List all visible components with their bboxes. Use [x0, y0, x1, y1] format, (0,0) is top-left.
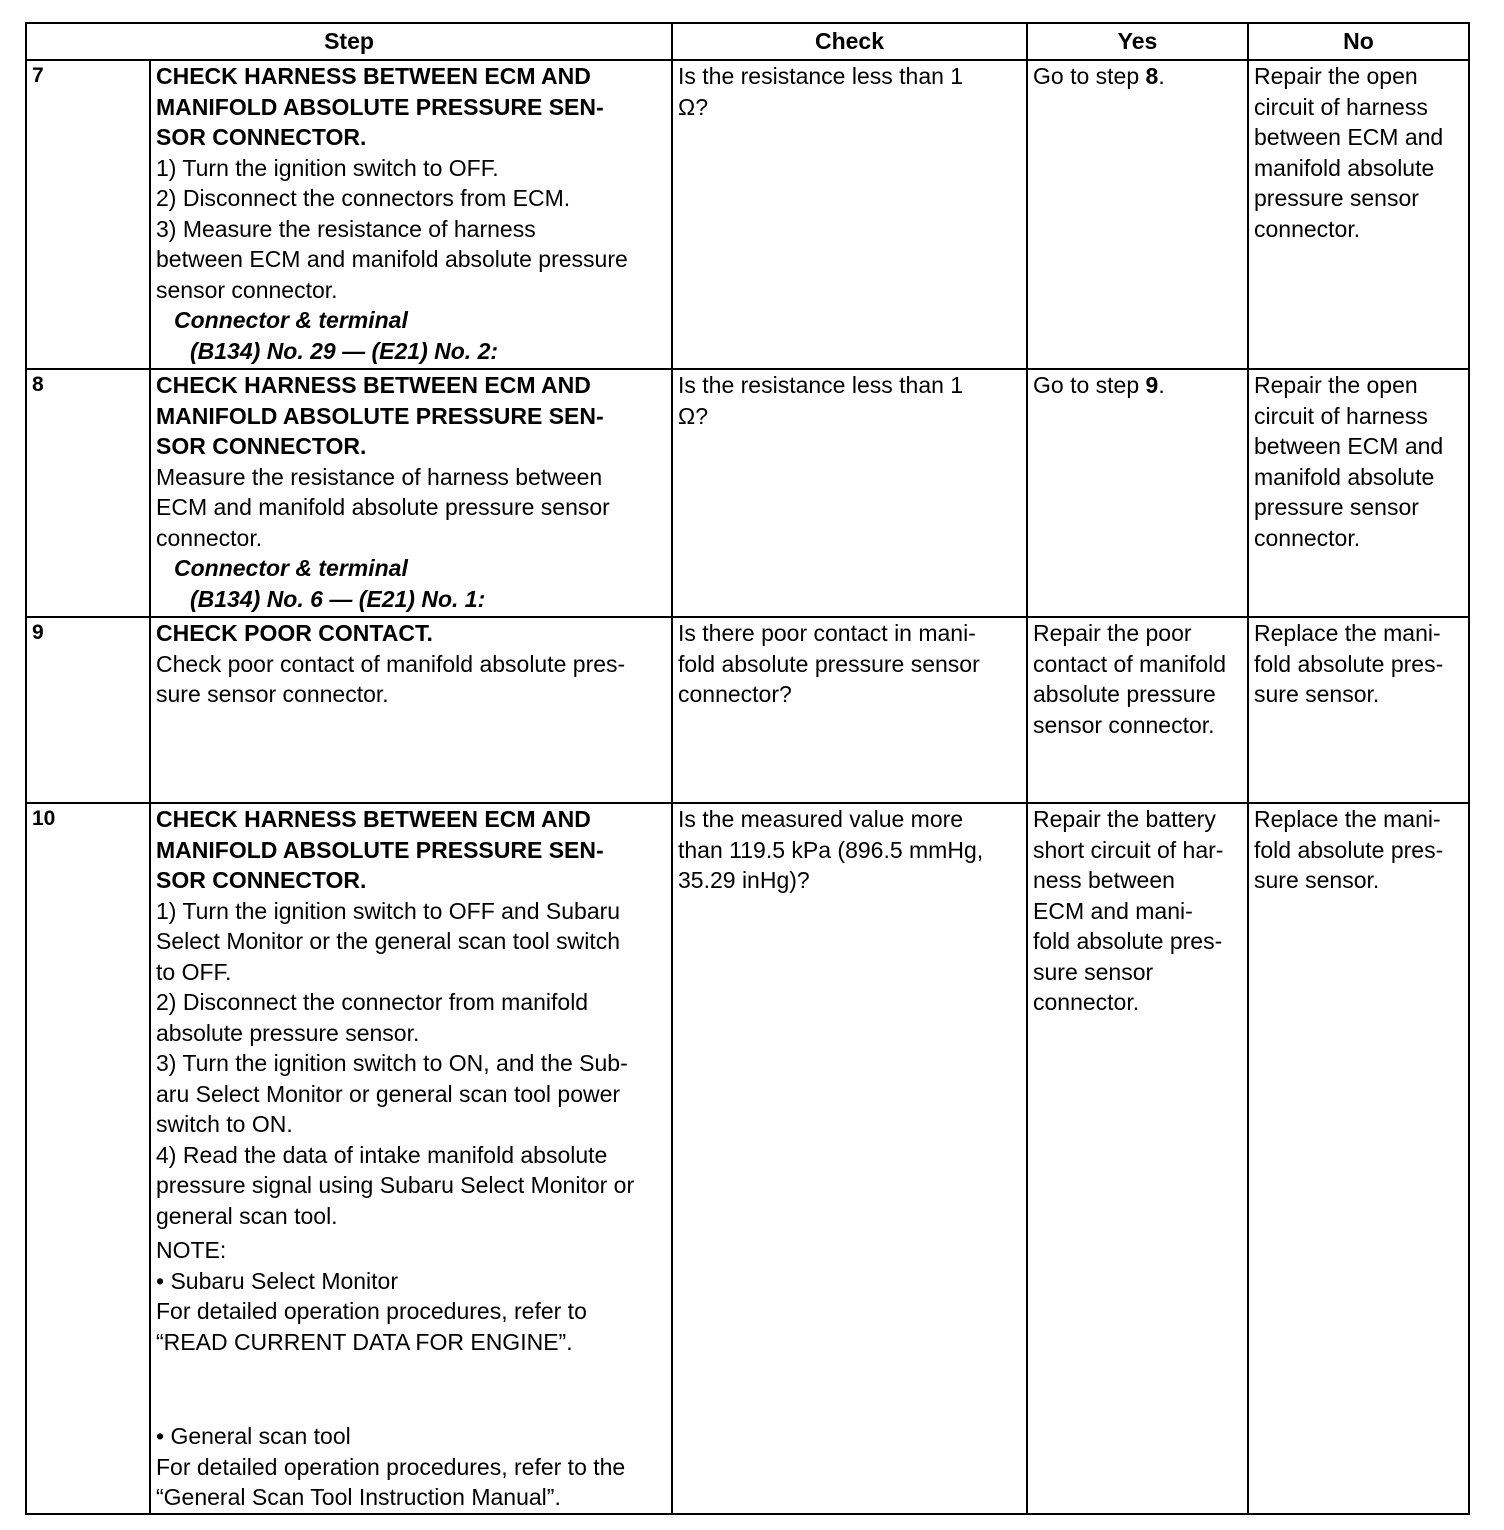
step-title-line: MANIFOLD ABSOLUTE PRESSURE SEN-: [156, 836, 604, 863]
step-cell: [150, 60, 672, 369]
step-text-line: 2) Disconnect the connectors from ECM.: [156, 185, 571, 211]
step-text-line: 2) Disconnect the connector from manifold: [156, 989, 589, 1015]
yes-text: Go to step: [1033, 63, 1146, 89]
no-line: circuit of harness: [1254, 402, 1428, 429]
step-text-line: connector.: [156, 524, 263, 551]
step-text-line: 3) Measure the resistance of harness: [156, 215, 536, 242]
connector-terminal-label: Connector & terminal: [174, 307, 408, 333]
step-title-line: MANIFOLD ABSOLUTE PRESSURE SEN-: [156, 402, 604, 429]
step-text-line: general scan tool.: [156, 1202, 338, 1229]
no-line: Replace the mani-: [1254, 620, 1441, 646]
step-text-line: Select Monitor or the general scan tool switch: [156, 928, 621, 954]
step-text-line: sensor connector.: [156, 276, 338, 303]
step-cell: [150, 803, 672, 1514]
no-line: Repair the open: [1254, 63, 1418, 89]
check-cell: [672, 60, 1027, 369]
yes-line: short circuit of har-: [1033, 836, 1224, 863]
no-line: between ECM and: [1254, 124, 1444, 150]
header-step: Step: [26, 23, 672, 60]
check-cell: [672, 617, 1027, 803]
table-row: [26, 369, 1469, 617]
step-text-line: 1) Turn the ignition switch to OFF.: [156, 154, 499, 181]
step-text-line: Measure the resistance of harness between: [156, 463, 603, 490]
step-title-line: CHECK HARNESS BETWEEN ECM AND: [156, 372, 591, 398]
step-text-line: sure sensor connector.: [156, 681, 389, 707]
step-number: 8: [26, 369, 150, 617]
header-yes: Yes: [1027, 23, 1248, 60]
connector-terminal-value: (B134) No. 6 — (E21) No. 1:: [190, 585, 486, 612]
no-cell: [1248, 60, 1469, 369]
step-title-line: SOR CONNECTOR.: [156, 867, 367, 893]
step-title-line: SOR CONNECTOR.: [156, 433, 367, 459]
header-row: [26, 23, 1469, 60]
note-text-line: For detailed operation procedures, refer to: [156, 1298, 587, 1324]
check-line: Is the resistance less than 1: [678, 63, 964, 89]
note-bullet: • Subaru Select Monitor: [156, 1267, 399, 1294]
yes-line: ECM and mani-: [1033, 897, 1193, 924]
yes-line: fold absolute pres-: [1033, 928, 1223, 954]
check-line: connector?: [678, 681, 792, 707]
no-line: manifold absolute: [1254, 154, 1435, 181]
check-cell: [672, 369, 1027, 617]
no-line: circuit of harness: [1254, 93, 1428, 120]
note-text-line: “READ CURRENT DATA FOR ENGINE”.: [156, 1328, 573, 1355]
no-line: fold absolute pres-: [1254, 650, 1444, 677]
step-cell: [150, 369, 672, 617]
check-line: Ω?: [678, 402, 708, 429]
no-line: Replace the mani-: [1254, 806, 1441, 832]
yes-line: connector.: [1033, 989, 1140, 1015]
no-line: pressure sensor: [1254, 185, 1419, 211]
yes-line: ness between: [1033, 867, 1175, 893]
table-row: [26, 60, 1469, 369]
check-line: Is there poor contact in mani-: [678, 620, 976, 646]
step-text-line: between ECM and manifold absolute pressure: [156, 246, 628, 272]
step-title-line: SOR CONNECTOR.: [156, 124, 367, 150]
step-text-line: to OFF.: [156, 958, 232, 985]
no-cell: [1248, 803, 1469, 1514]
note-text-line: For detailed operation procedures, refer to the: [156, 1453, 626, 1480]
step-text-line: 3) Turn the ignition switch to ON, and the Sub-: [156, 1050, 628, 1076]
note-text-line: “General Scan Tool Instruction Manual”.: [156, 1484, 561, 1510]
check-line: Is the measured value more: [678, 806, 964, 832]
step-text-line: 4) Read the data of intake manifold absolute: [156, 1141, 608, 1168]
no-line: between ECM and: [1254, 433, 1444, 459]
yes-cell: [1027, 617, 1248, 803]
yes-cell: [1027, 369, 1248, 617]
yes-line: sure sensor: [1033, 958, 1154, 985]
no-line: manifold absolute: [1254, 463, 1435, 490]
yes-line: absolute pressure: [1033, 681, 1216, 707]
step-title-line: CHECK HARNESS BETWEEN ECM AND: [156, 63, 591, 89]
step-text-line: Check poor contact of manifold absolute pres-: [156, 650, 626, 677]
connector-terminal-value: (B134) No. 29 — (E21) No. 2:: [190, 337, 499, 364]
yes-line: Repair the battery: [1033, 806, 1216, 832]
spacer: [156, 1357, 666, 1421]
step-number: 7: [26, 60, 150, 369]
check-line: Ω?: [678, 93, 708, 120]
no-cell: [1248, 369, 1469, 617]
check-cell: [672, 803, 1027, 1514]
no-line: sure sensor.: [1254, 681, 1380, 707]
check-line: fold absolute pressure sensor: [678, 650, 980, 677]
diagnostic-table: [25, 22, 1470, 1515]
yes-step-ref: 8: [1145, 63, 1159, 89]
no-line: Repair the open: [1254, 372, 1418, 398]
yes-cell: [1027, 803, 1248, 1514]
step-text-line: 1) Turn the ignition switch to OFF and Subaru: [156, 897, 621, 924]
step-title-line: CHECK POOR CONTACT.: [156, 620, 433, 646]
no-line: connector.: [1254, 524, 1361, 551]
no-line: fold absolute pres-: [1254, 836, 1444, 863]
check-line: 35.29 inHg)?: [678, 867, 810, 893]
no-line: pressure sensor: [1254, 494, 1419, 520]
step-text-line: ECM and manifold absolute pressure sensor: [156, 494, 610, 520]
yes-line: contact of manifold: [1033, 650, 1227, 677]
step-title-line: CHECK HARNESS BETWEEN ECM AND: [156, 806, 591, 832]
step-number: 9: [26, 617, 150, 803]
yes-suffix: .: [1158, 63, 1165, 89]
table-row: [26, 803, 1469, 1514]
yes-text: Go to step: [1033, 372, 1146, 398]
no-cell: [1248, 617, 1469, 803]
step-text-line: switch to ON.: [156, 1111, 293, 1137]
yes-line: sensor connector.: [1033, 711, 1215, 738]
step-text-line: absolute pressure sensor.: [156, 1019, 420, 1046]
note-label: NOTE:: [156, 1237, 227, 1263]
yes-line: Repair the poor: [1033, 620, 1192, 646]
yes-suffix: .: [1158, 372, 1165, 398]
check-line: than 119.5 kPa (896.5 mmHg,: [678, 836, 984, 863]
no-line: sure sensor.: [1254, 867, 1380, 893]
yes-cell: [1027, 60, 1248, 369]
step-cell: [150, 617, 672, 803]
yes-step-ref: 9: [1145, 372, 1159, 398]
table-row: [26, 617, 1469, 803]
step-number: 10: [26, 803, 150, 1514]
header-check: Check: [672, 23, 1027, 60]
step-text-line: pressure signal using Subaru Select Monitor or: [156, 1172, 635, 1198]
note-bullet: • General scan tool: [156, 1423, 351, 1449]
connector-terminal-label: Connector & terminal: [174, 555, 408, 581]
step-text-line: aru Select Monitor or general scan tool power: [156, 1080, 621, 1107]
no-line: connector.: [1254, 215, 1361, 242]
step-title-line: MANIFOLD ABSOLUTE PRESSURE SEN-: [156, 93, 604, 120]
header-no: No: [1248, 23, 1469, 60]
check-line: Is the resistance less than 1: [678, 372, 964, 398]
